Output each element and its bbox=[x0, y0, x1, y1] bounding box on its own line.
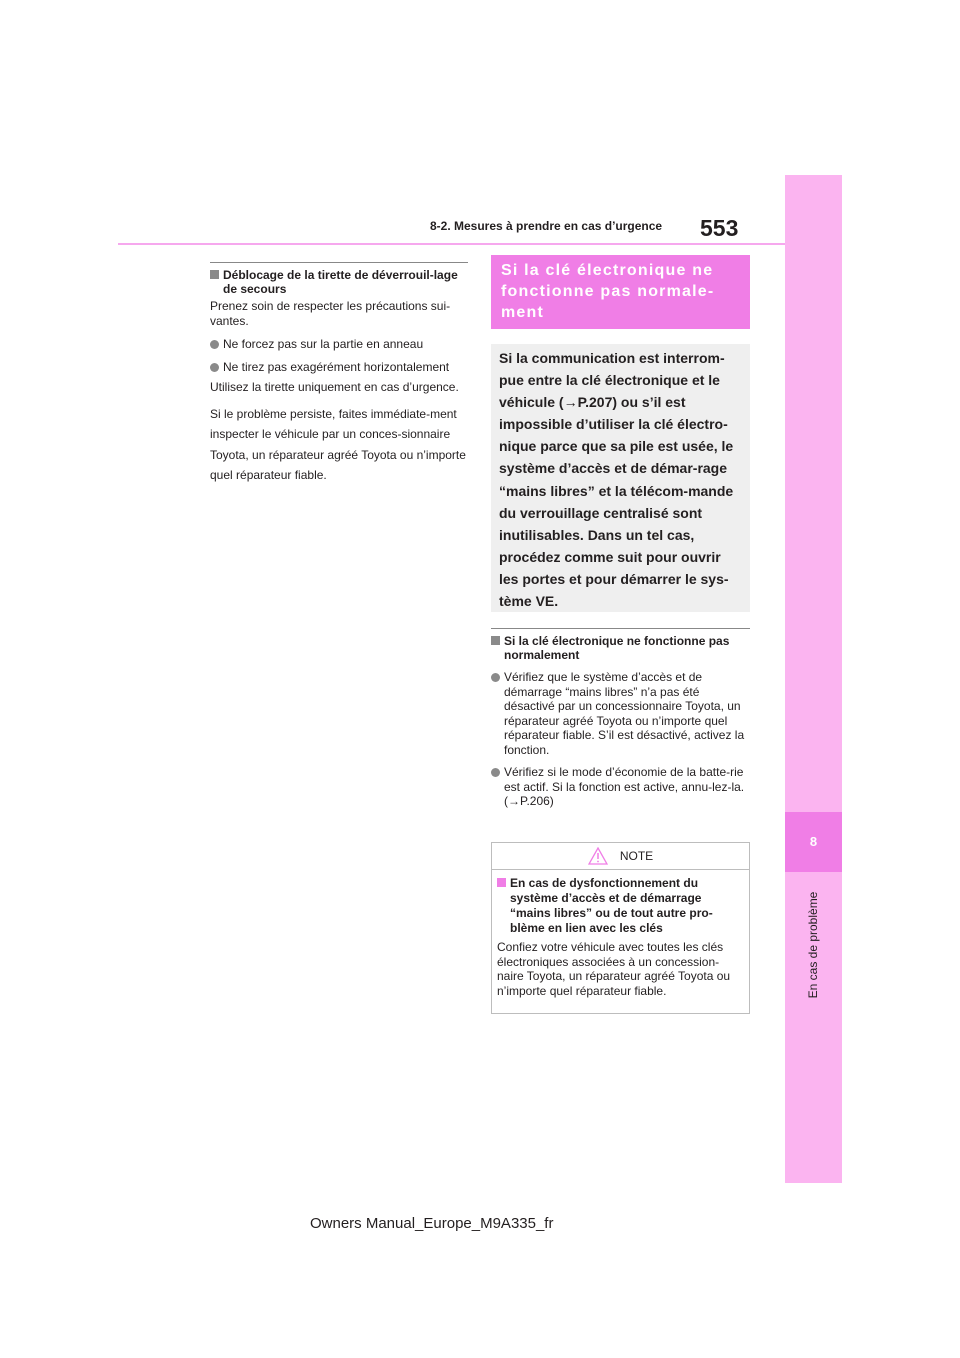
note-title: NOTE bbox=[619, 849, 654, 863]
note-heading bbox=[497, 876, 744, 936]
circle-bullet-icon bbox=[491, 673, 500, 682]
bullet-text: Ne forcez pas sur la partie en anneau bbox=[223, 337, 424, 351]
list-item bbox=[491, 670, 750, 757]
note-box bbox=[491, 842, 750, 1014]
section-divider bbox=[491, 628, 750, 629]
chapter-label-area bbox=[785, 880, 842, 1010]
page-number: 553 bbox=[700, 215, 739, 241]
right-heading bbox=[491, 634, 750, 662]
left-heading-text: Déblocage de la tirette de déverrouil-lage de secours bbox=[223, 268, 458, 296]
left-column bbox=[210, 262, 468, 486]
section-box-title: Si la clé électronique ne fonctionne pas normale-ment bbox=[501, 262, 715, 321]
left-paragraph: Si le problème persiste, faites immédiate-ment inspecter le véhicule par un conces-sionnaire Toyota, un réparateur agréé Toyota ou n’importe quel réparateur fiable. bbox=[210, 406, 466, 482]
section-divider bbox=[210, 262, 468, 263]
side-tab-strip bbox=[785, 175, 842, 1183]
section-title: 8-2. Mesures à prendre en cas d’urgence bbox=[430, 219, 663, 233]
warning-triangle-icon bbox=[588, 847, 608, 865]
summary-text: Si la communication est interrom-pue entre la clé électronique et le véhicule (→P.207) ou s’il est impossible d’utiliser la clé électro-nique parce que sa pile est usée, le système d’accès et de démar-rage “mains libres” et la télécom-mande du verrouillage centralisé sont inutilisables. Dans un tel cas, procédez comme suit pour ouvrir les portes et pour démarrer le sys-tème VE. bbox=[499, 350, 734, 610]
footer-text: Owners Manual_Europe_M9A335_fr bbox=[310, 1215, 554, 1232]
list-item bbox=[491, 765, 750, 809]
note-heading-text: En cas de dysfonctionnement du système d’accès et de démarrage “mains libres” ou de tout autre pro-blème en lien avec les clés bbox=[510, 876, 713, 935]
header-rule bbox=[118, 243, 785, 245]
right-heading-text: Si la clé électronique ne fonctionne pas normalement bbox=[504, 634, 730, 662]
circle-bullet-icon bbox=[210, 340, 219, 349]
circle-bullet-icon bbox=[210, 363, 219, 372]
left-intro: Prenez soin de respecter les précautions sui-vantes. bbox=[210, 299, 451, 328]
left-heading bbox=[210, 268, 468, 296]
chapter-label: En cas de problème bbox=[806, 891, 820, 999]
square-bullet-icon bbox=[497, 878, 506, 887]
list-item bbox=[210, 360, 468, 375]
note-text: Confiez votre véhicule avec toutes les clés électroniques associées à un concession-naire Toyota, un réparateur agréé Toyota ou n’importe quel réparateur fiable. bbox=[497, 940, 731, 998]
summary-box bbox=[491, 344, 750, 612]
bullet-text: Vérifiez si le mode d’économie de la batte-rie est actif. Si la fonction est active, annu-lez-la. (→P.206) bbox=[504, 765, 745, 808]
bullet-text: Ne tirez pas exagérément horizontalement bbox=[223, 360, 450, 374]
right-text-block bbox=[491, 628, 750, 809]
section-title-box bbox=[491, 255, 750, 329]
square-bullet-icon bbox=[210, 270, 219, 279]
square-bullet-icon bbox=[491, 636, 500, 645]
left-paragraph: Utilisez la tirette uniquement en cas d’urgence. bbox=[210, 380, 459, 394]
note-body bbox=[492, 870, 749, 998]
circle-bullet-icon bbox=[491, 768, 500, 777]
bullet-text: Vérifiez que le système d’accès et de démarrage “mains libres” n’a pas été désactivé par un concessionnaire Toyota, un réparateur agréé Toyota ou n’importe quel réparateur fiable. S’il est désactivé, activez la fonction. bbox=[504, 670, 745, 757]
chapter-number-tab: 8 bbox=[785, 812, 842, 872]
note-header bbox=[492, 843, 749, 870]
list-item bbox=[210, 337, 468, 352]
